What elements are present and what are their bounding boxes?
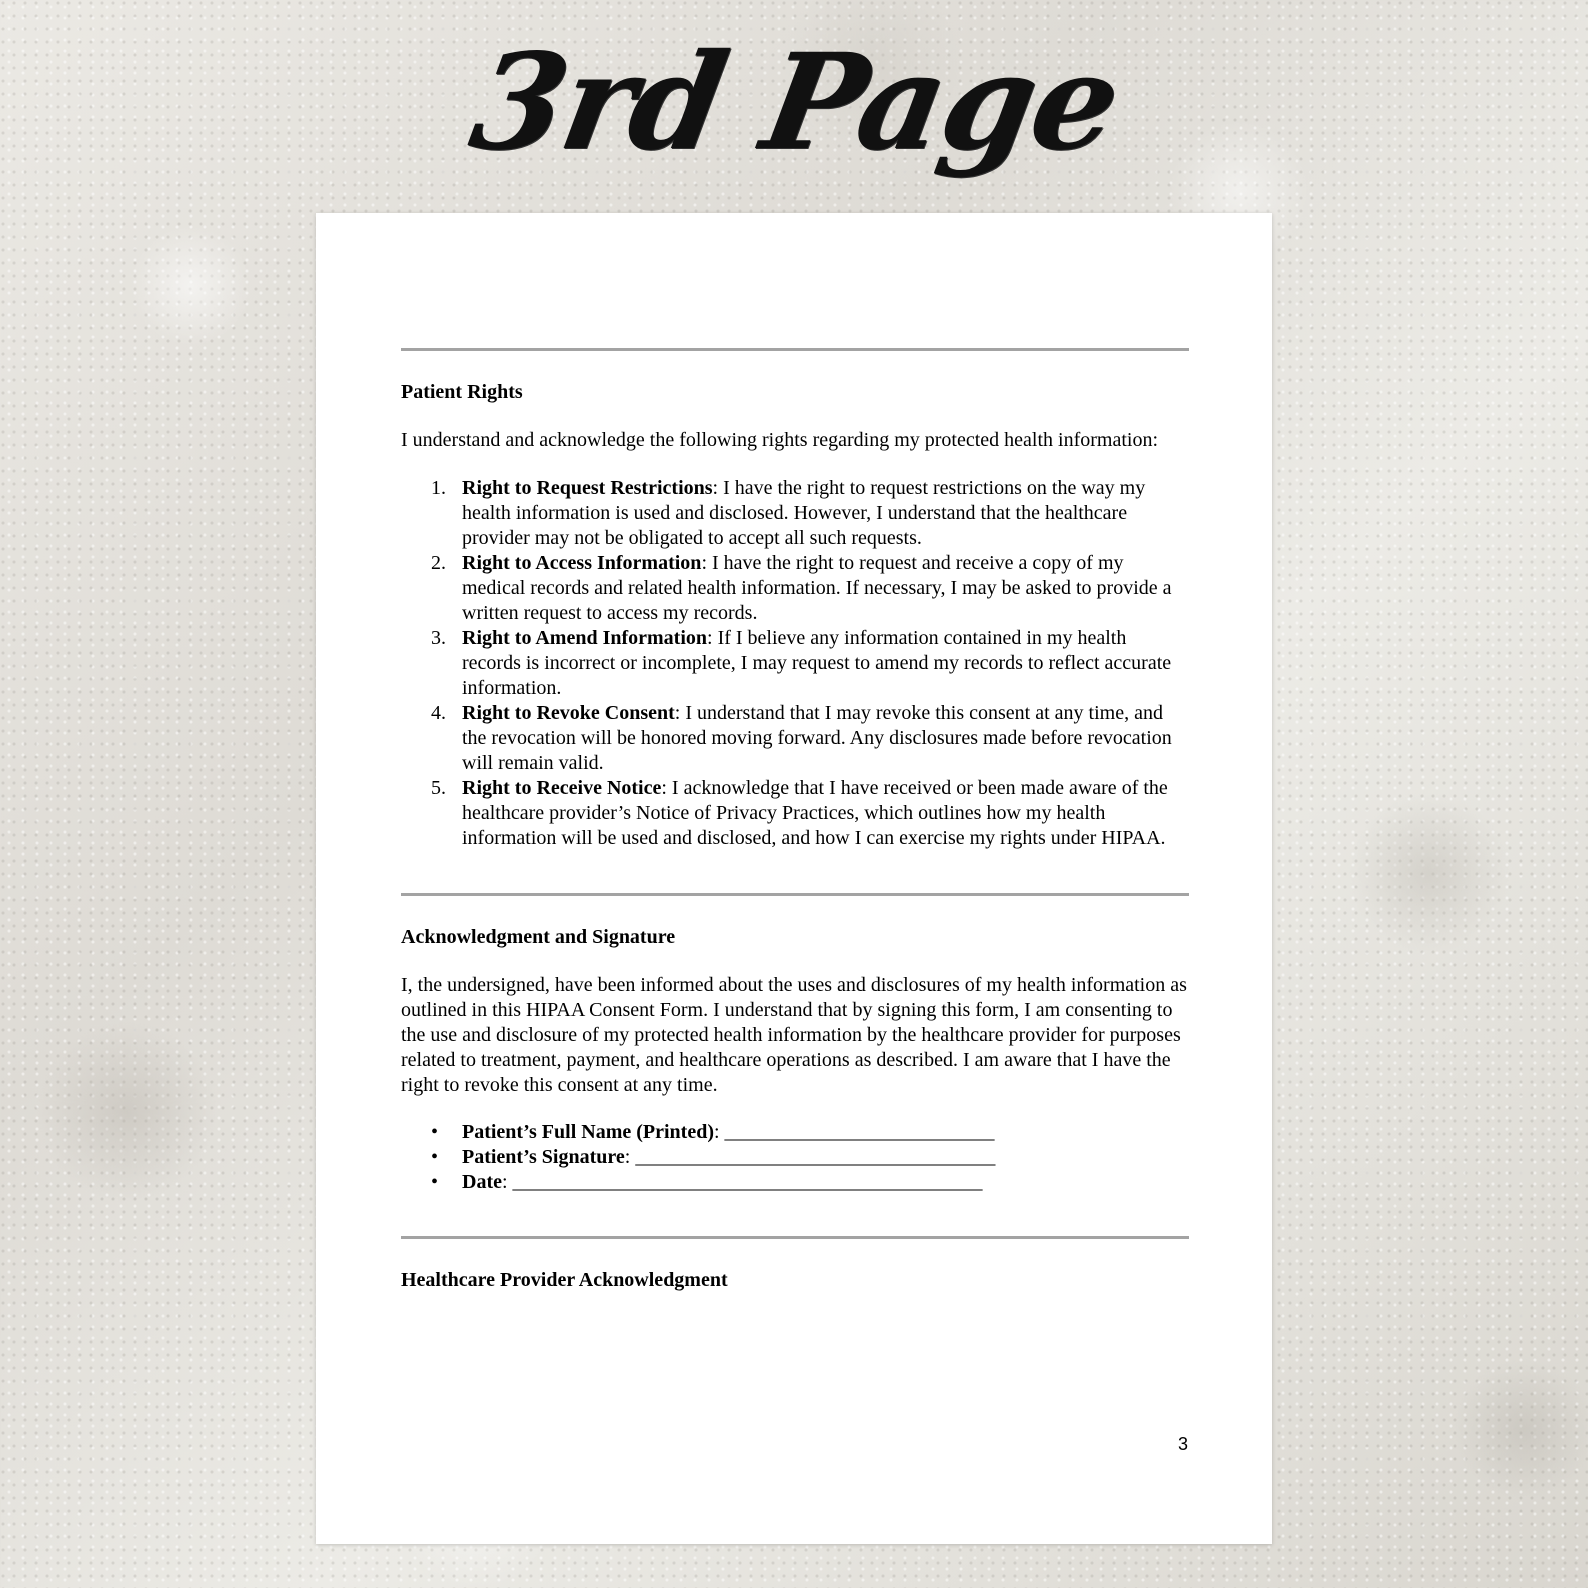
right-text: : I have the right to request restrictions on the way my health information is used and disclosed. However, I understand that the healthcare provider may not be obligated to accept all such requests. [462,477,1146,549]
patient-rights-heading: Patient Rights [401,381,523,403]
patient-signature-field[interactable] [431,1145,1189,1170]
right-title: Right to Receive Notice [462,777,662,799]
right-text: : I have the right to request and receive a copy of my medical records and related health information. If necessary, I may be asked to provide a written request to access my records. [462,552,1172,624]
list-item [462,626,1189,701]
acknowledgment-body: I, the undersigned, have been informed about the uses and disclosures of my health information as outlined in this HIPAA Consent Form. I understand that by signing this form, I am consenting to the use and disclosure of my protected health information by the healthcare provider for purposes related to treatment, payment, and healthcare operations as described. I am aware that I have the right to revoke this consent at any time. [401,974,1187,1096]
right-title: Right to Request Restrictions [462,477,713,499]
right-title: Right to Access Information [462,552,702,574]
patient-rights-intro: I understand and acknowledge the following rights regarding my protected health information: [401,429,1159,451]
list-item [462,476,1189,551]
right-title: Right to Revoke Consent [462,702,675,724]
list-item [462,776,1189,851]
acknowledgment-heading: Acknowledgment and Signature [401,926,676,948]
field-label: Patient’s Full Name (Printed) [462,1121,714,1143]
date-field[interactable] [431,1170,1189,1195]
field-blank: : _______________________________________________ [501,1171,983,1193]
field-label: Date [462,1171,502,1193]
field-blank: : ____________________________________ [624,1146,996,1168]
list-item [462,701,1189,776]
bullet-icon: • [431,1121,439,1143]
bullet-icon: • [431,1171,439,1193]
document-content [401,213,1189,1293]
right-text: : If I believe any information contained in my health records is incorrect or incomplete, I may request to amend my records to reflect accurate information. [462,627,1172,699]
provider-heading: Healthcare Provider Acknowledgment [401,1269,728,1291]
field-label: Patient’s Signature [462,1146,625,1168]
right-text: : I acknowledge that I have received or been made aware of the healthcare provider’s Notice of Privacy Practices, which outlines how my health information will be used and disclosed, and how I can exercise my rights under HIPAA. [462,777,1168,849]
banner-title: 3rd Page [460,25,1130,180]
document-page [316,213,1272,1544]
patient-name-field[interactable] [431,1120,1189,1145]
right-title: Right to Amend Information [462,627,708,649]
page-number: 3 [1177,1434,1188,1454]
right-text: : I understand that I may revoke this consent at any time, and the revocation will be honored moving forward. Any disclosures made before revocation will remain valid. [462,702,1172,774]
list-item [462,551,1189,626]
bullet-icon: • [431,1146,439,1168]
signature-fields [401,1120,1189,1195]
field-blank: : ___________________________ [713,1121,995,1143]
rights-list [401,476,1189,851]
